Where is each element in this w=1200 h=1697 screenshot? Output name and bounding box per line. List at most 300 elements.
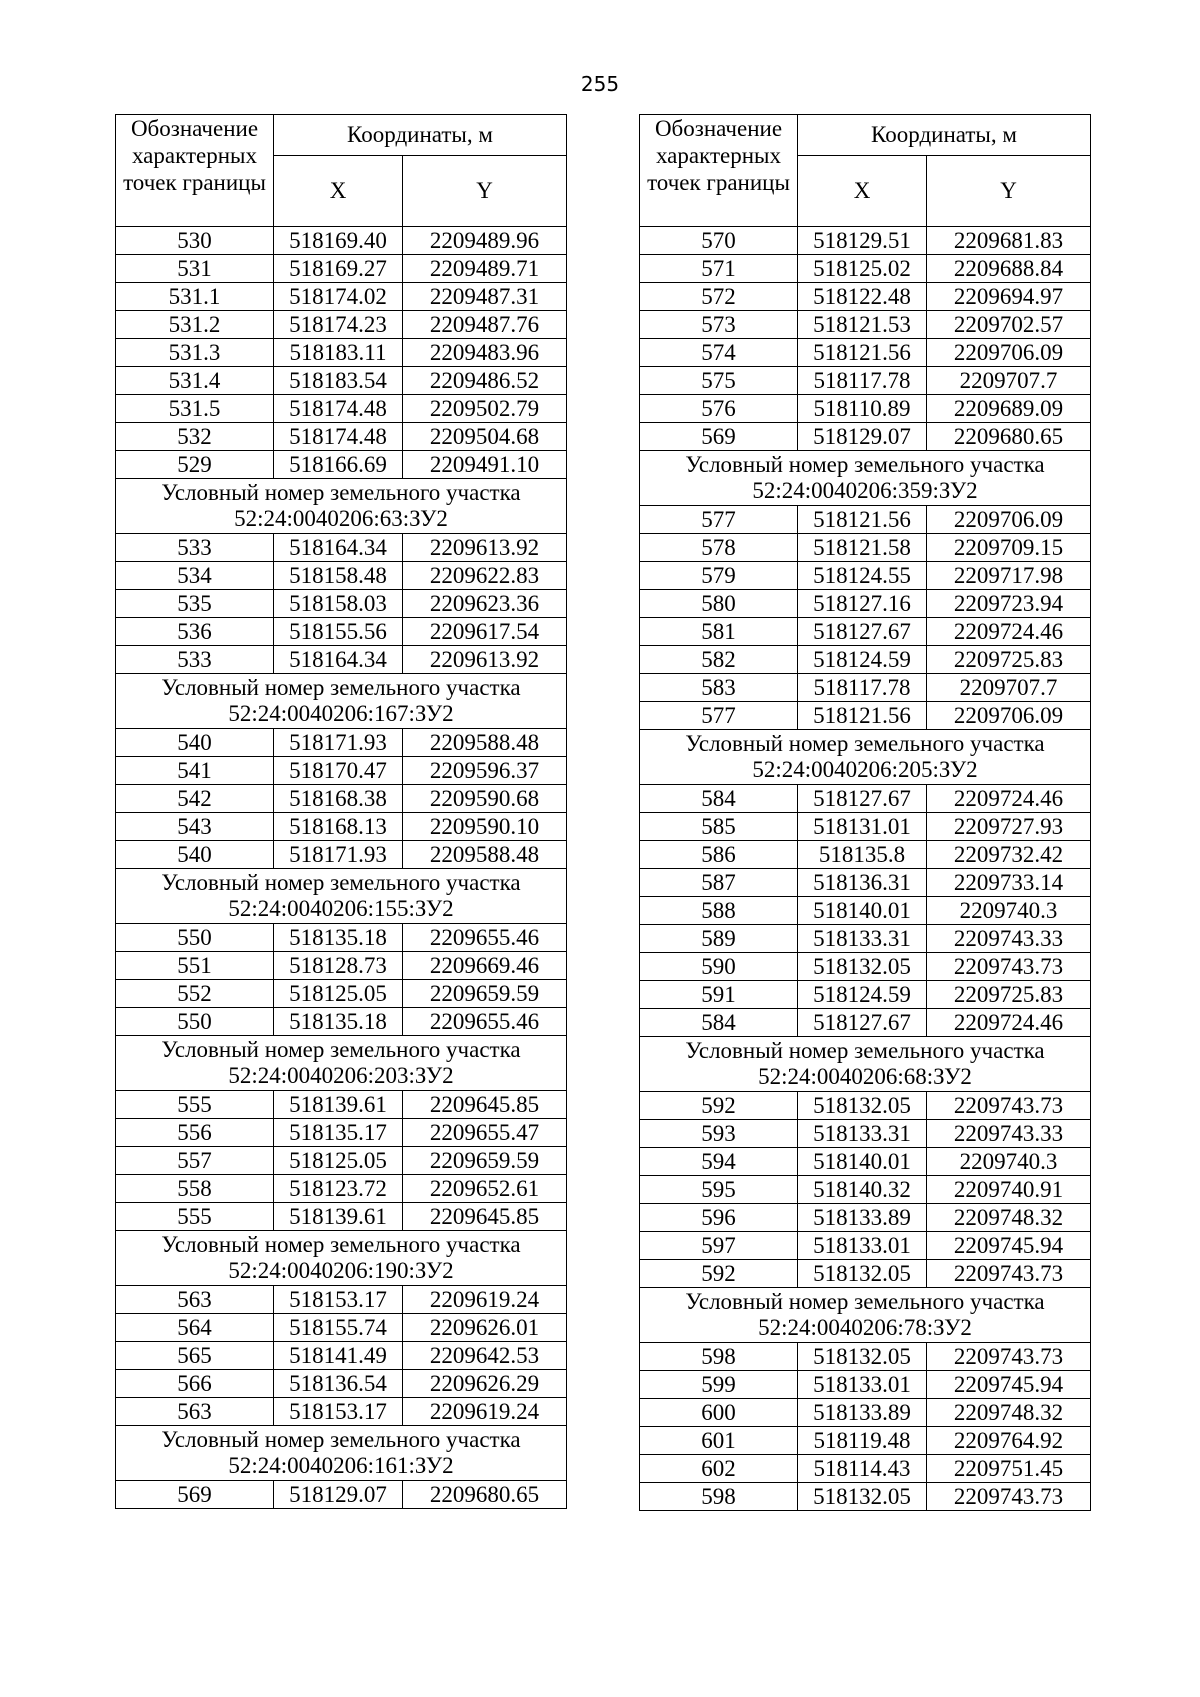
y-coordinate-cell: 2209669.46 bbox=[403, 952, 567, 980]
y-coordinate-cell: 2209706.09 bbox=[927, 702, 1091, 730]
point-designation-cell: 555 bbox=[116, 1203, 274, 1231]
y-coordinate-cell: 2209707.7 bbox=[927, 674, 1091, 702]
y-coordinate-cell: 2209707.7 bbox=[927, 367, 1091, 395]
y-coordinate-cell: 2209652.61 bbox=[403, 1175, 567, 1203]
point-designation-cell: 588 bbox=[640, 897, 798, 925]
table-row bbox=[640, 1455, 1091, 1483]
x-coordinate-cell: 518133.89 bbox=[798, 1399, 927, 1427]
y-coordinate-cell: 2209764.92 bbox=[927, 1427, 1091, 1455]
x-coordinate-cell: 518168.38 bbox=[274, 785, 403, 813]
header-y: Y bbox=[403, 156, 567, 227]
parcel-number-label: Условный номер земельного участка 52:24:0040206:359:ЗУ2 bbox=[640, 451, 1091, 506]
table-row bbox=[116, 646, 567, 674]
point-designation-cell: 541 bbox=[116, 757, 274, 785]
y-coordinate-cell: 2209489.71 bbox=[403, 255, 567, 283]
header-point-designation: Обозначение характерных точек границы bbox=[116, 115, 274, 227]
x-coordinate-cell: 518136.54 bbox=[274, 1370, 403, 1398]
parcel-number-label: Условный номер земельного участка 52:24:0040206:68:ЗУ2 bbox=[640, 1037, 1091, 1092]
point-designation-cell: 574 bbox=[640, 339, 798, 367]
y-coordinate-cell: 2209751.45 bbox=[927, 1455, 1091, 1483]
x-coordinate-cell: 518119.48 bbox=[798, 1427, 927, 1455]
y-coordinate-cell: 2209613.92 bbox=[403, 534, 567, 562]
y-coordinate-cell: 2209645.85 bbox=[403, 1091, 567, 1119]
table-row bbox=[116, 339, 567, 367]
point-designation-cell: 531.5 bbox=[116, 395, 274, 423]
y-coordinate-cell: 2209655.46 bbox=[403, 924, 567, 952]
coordinates-table-right bbox=[639, 114, 1091, 1511]
y-coordinate-cell: 2209486.52 bbox=[403, 367, 567, 395]
y-coordinate-cell: 2209617.54 bbox=[403, 618, 567, 646]
y-coordinate-cell: 2209626.01 bbox=[403, 1314, 567, 1342]
y-coordinate-cell: 2209642.53 bbox=[403, 1342, 567, 1370]
table-row bbox=[640, 1260, 1091, 1288]
x-coordinate-cell: 518158.03 bbox=[274, 590, 403, 618]
x-coordinate-cell: 518121.56 bbox=[798, 339, 927, 367]
x-coordinate-cell: 518124.59 bbox=[798, 981, 927, 1009]
table-row bbox=[640, 255, 1091, 283]
table-row bbox=[640, 1232, 1091, 1260]
point-designation-cell: 531.4 bbox=[116, 367, 274, 395]
point-designation-cell: 531.3 bbox=[116, 339, 274, 367]
table-row bbox=[640, 423, 1091, 451]
point-designation-cell: 569 bbox=[640, 423, 798, 451]
table-row bbox=[640, 953, 1091, 981]
y-coordinate-cell: 2209706.09 bbox=[927, 506, 1091, 534]
y-coordinate-cell: 2209619.24 bbox=[403, 1286, 567, 1314]
table-row bbox=[640, 925, 1091, 953]
table-row bbox=[116, 729, 567, 757]
point-designation-cell: 594 bbox=[640, 1148, 798, 1176]
x-coordinate-cell: 518135.17 bbox=[274, 1119, 403, 1147]
y-coordinate-cell: 2209622.83 bbox=[403, 562, 567, 590]
table-row bbox=[640, 1483, 1091, 1511]
section-row bbox=[116, 1036, 567, 1091]
point-designation-cell: 542 bbox=[116, 785, 274, 813]
point-designation-cell: 555 bbox=[116, 1091, 274, 1119]
table-row bbox=[640, 1176, 1091, 1204]
point-designation-cell: 590 bbox=[640, 953, 798, 981]
x-coordinate-cell: 518133.01 bbox=[798, 1371, 927, 1399]
table-row bbox=[640, 1343, 1091, 1371]
point-designation-cell: 533 bbox=[116, 646, 274, 674]
y-coordinate-cell: 2209588.48 bbox=[403, 729, 567, 757]
x-coordinate-cell: 518124.59 bbox=[798, 646, 927, 674]
point-designation-cell: 584 bbox=[640, 785, 798, 813]
y-coordinate-cell: 2209732.42 bbox=[927, 841, 1091, 869]
parcel-number-label: Условный номер земельного участка 52:24:0040206:190:ЗУ2 bbox=[116, 1231, 567, 1286]
y-coordinate-cell: 2209680.65 bbox=[927, 423, 1091, 451]
x-coordinate-cell: 518135.8 bbox=[798, 841, 927, 869]
x-coordinate-cell: 518169.40 bbox=[274, 227, 403, 255]
table-row bbox=[640, 1204, 1091, 1232]
point-designation-cell: 570 bbox=[640, 227, 798, 255]
x-coordinate-cell: 518121.58 bbox=[798, 534, 927, 562]
x-coordinate-cell: 518166.69 bbox=[274, 451, 403, 479]
point-designation-cell: 566 bbox=[116, 1370, 274, 1398]
point-designation-cell: 536 bbox=[116, 618, 274, 646]
point-designation-cell: 586 bbox=[640, 841, 798, 869]
y-coordinate-cell: 2209590.68 bbox=[403, 785, 567, 813]
table-row bbox=[640, 534, 1091, 562]
point-designation-cell: 579 bbox=[640, 562, 798, 590]
y-coordinate-cell: 2209743.33 bbox=[927, 1120, 1091, 1148]
y-coordinate-cell: 2209743.33 bbox=[927, 925, 1091, 953]
x-coordinate-cell: 518141.49 bbox=[274, 1342, 403, 1370]
y-coordinate-cell: 2209645.85 bbox=[403, 1203, 567, 1231]
table-row bbox=[116, 1314, 567, 1342]
point-designation-cell: 529 bbox=[116, 451, 274, 479]
x-coordinate-cell: 518140.01 bbox=[798, 897, 927, 925]
table-row bbox=[116, 311, 567, 339]
y-coordinate-cell: 2209613.92 bbox=[403, 646, 567, 674]
point-designation-cell: 601 bbox=[640, 1427, 798, 1455]
x-coordinate-cell: 518128.73 bbox=[274, 952, 403, 980]
point-designation-cell: 597 bbox=[640, 1232, 798, 1260]
x-coordinate-cell: 518132.05 bbox=[798, 953, 927, 981]
x-coordinate-cell: 518135.18 bbox=[274, 924, 403, 952]
x-coordinate-cell: 518129.07 bbox=[798, 423, 927, 451]
x-coordinate-cell: 518117.78 bbox=[798, 674, 927, 702]
point-designation-cell: 563 bbox=[116, 1286, 274, 1314]
y-coordinate-cell: 2209727.93 bbox=[927, 813, 1091, 841]
table-body-left bbox=[116, 227, 567, 1509]
point-designation-cell: 593 bbox=[640, 1120, 798, 1148]
x-coordinate-cell: 518133.01 bbox=[798, 1232, 927, 1260]
header-coordinates: Координаты, м bbox=[798, 115, 1091, 156]
section-row bbox=[116, 1426, 567, 1481]
table-row bbox=[116, 813, 567, 841]
y-coordinate-cell: 2209724.46 bbox=[927, 618, 1091, 646]
point-designation-cell: 575 bbox=[640, 367, 798, 395]
x-coordinate-cell: 518123.72 bbox=[274, 1175, 403, 1203]
x-coordinate-cell: 518127.67 bbox=[798, 1009, 927, 1037]
x-coordinate-cell: 518129.07 bbox=[274, 1481, 403, 1509]
y-coordinate-cell: 2209743.73 bbox=[927, 1343, 1091, 1371]
table-row bbox=[640, 1009, 1091, 1037]
point-designation-cell: 577 bbox=[640, 506, 798, 534]
y-coordinate-cell: 2209743.73 bbox=[927, 1092, 1091, 1120]
point-designation-cell: 599 bbox=[640, 1371, 798, 1399]
table-row bbox=[640, 1148, 1091, 1176]
y-coordinate-cell: 2209489.96 bbox=[403, 227, 567, 255]
point-designation-cell: 533 bbox=[116, 534, 274, 562]
table-row bbox=[116, 1342, 567, 1370]
table-row bbox=[116, 590, 567, 618]
x-coordinate-cell: 518171.93 bbox=[274, 729, 403, 757]
x-coordinate-cell: 518153.17 bbox=[274, 1398, 403, 1426]
y-coordinate-cell: 2209740.91 bbox=[927, 1176, 1091, 1204]
y-coordinate-cell: 2209723.94 bbox=[927, 590, 1091, 618]
x-coordinate-cell: 518174.02 bbox=[274, 283, 403, 311]
x-coordinate-cell: 518132.05 bbox=[798, 1483, 927, 1511]
point-designation-cell: 589 bbox=[640, 925, 798, 953]
y-coordinate-cell: 2209743.73 bbox=[927, 1260, 1091, 1288]
y-coordinate-cell: 2209681.83 bbox=[927, 227, 1091, 255]
x-coordinate-cell: 518121.56 bbox=[798, 506, 927, 534]
table-row bbox=[116, 367, 567, 395]
point-designation-cell: 551 bbox=[116, 952, 274, 980]
table-row bbox=[116, 395, 567, 423]
x-coordinate-cell: 518136.31 bbox=[798, 869, 927, 897]
table-row bbox=[116, 1119, 567, 1147]
parcel-number-label: Условный номер земельного участка 52:24:0040206:63:ЗУ2 bbox=[116, 479, 567, 534]
x-coordinate-cell: 518117.78 bbox=[798, 367, 927, 395]
y-coordinate-cell: 2209659.59 bbox=[403, 1147, 567, 1175]
x-coordinate-cell: 518110.89 bbox=[798, 395, 927, 423]
x-coordinate-cell: 518125.02 bbox=[798, 255, 927, 283]
point-designation-cell: 540 bbox=[116, 729, 274, 757]
y-coordinate-cell: 2209655.46 bbox=[403, 1008, 567, 1036]
x-coordinate-cell: 518170.47 bbox=[274, 757, 403, 785]
x-coordinate-cell: 518153.17 bbox=[274, 1286, 403, 1314]
section-row bbox=[640, 451, 1091, 506]
x-coordinate-cell: 518155.74 bbox=[274, 1314, 403, 1342]
x-coordinate-cell: 518125.05 bbox=[274, 1147, 403, 1175]
table-row bbox=[116, 283, 567, 311]
table-row bbox=[116, 952, 567, 980]
x-coordinate-cell: 518139.61 bbox=[274, 1091, 403, 1119]
x-coordinate-cell: 518174.23 bbox=[274, 311, 403, 339]
table-row bbox=[116, 227, 567, 255]
table-row bbox=[116, 1481, 567, 1509]
point-designation-cell: 602 bbox=[640, 1455, 798, 1483]
y-coordinate-cell: 2209502.79 bbox=[403, 395, 567, 423]
point-designation-cell: 571 bbox=[640, 255, 798, 283]
point-designation-cell: 584 bbox=[640, 1009, 798, 1037]
x-coordinate-cell: 518164.34 bbox=[274, 534, 403, 562]
table-row bbox=[640, 339, 1091, 367]
x-coordinate-cell: 518114.43 bbox=[798, 1455, 927, 1483]
y-coordinate-cell: 2209619.24 bbox=[403, 1398, 567, 1426]
point-designation-cell: 565 bbox=[116, 1342, 274, 1370]
table-row bbox=[116, 451, 567, 479]
table-row bbox=[640, 813, 1091, 841]
point-designation-cell: 564 bbox=[116, 1314, 274, 1342]
page-number: 255 bbox=[580, 72, 620, 96]
point-designation-cell: 572 bbox=[640, 283, 798, 311]
table-row bbox=[116, 1370, 567, 1398]
parcel-number-label: Условный номер земельного участка 52:24:0040206:161:ЗУ2 bbox=[116, 1426, 567, 1481]
x-coordinate-cell: 518121.53 bbox=[798, 311, 927, 339]
point-designation-cell: 585 bbox=[640, 813, 798, 841]
y-coordinate-cell: 2209717.98 bbox=[927, 562, 1091, 590]
y-coordinate-cell: 2209709.15 bbox=[927, 534, 1091, 562]
table-row bbox=[640, 590, 1091, 618]
point-designation-cell: 531.1 bbox=[116, 283, 274, 311]
header-y: Y bbox=[927, 156, 1091, 227]
point-designation-cell: 543 bbox=[116, 813, 274, 841]
y-coordinate-cell: 2209724.46 bbox=[927, 1009, 1091, 1037]
x-coordinate-cell: 518133.31 bbox=[798, 1120, 927, 1148]
parcel-number-label: Условный номер земельного участка 52:24:0040206:203:ЗУ2 bbox=[116, 1036, 567, 1091]
point-designation-cell: 557 bbox=[116, 1147, 274, 1175]
y-coordinate-cell: 2209733.14 bbox=[927, 869, 1091, 897]
y-coordinate-cell: 2209743.73 bbox=[927, 953, 1091, 981]
x-coordinate-cell: 518155.56 bbox=[274, 618, 403, 646]
y-coordinate-cell: 2209688.84 bbox=[927, 255, 1091, 283]
point-designation-cell: 534 bbox=[116, 562, 274, 590]
section-row bbox=[116, 1231, 567, 1286]
section-row bbox=[640, 1037, 1091, 1092]
table-row bbox=[640, 1399, 1091, 1427]
x-coordinate-cell: 518158.48 bbox=[274, 562, 403, 590]
table-row bbox=[116, 980, 567, 1008]
point-designation-cell: 550 bbox=[116, 1008, 274, 1036]
x-coordinate-cell: 518132.05 bbox=[798, 1343, 927, 1371]
header-coordinates: Координаты, м bbox=[274, 115, 567, 156]
parcel-number-label: Условный номер земельного участка 52:24:0040206:155:ЗУ2 bbox=[116, 869, 567, 924]
x-coordinate-cell: 518127.67 bbox=[798, 785, 927, 813]
y-coordinate-cell: 2209743.73 bbox=[927, 1483, 1091, 1511]
y-coordinate-cell: 2209745.94 bbox=[927, 1371, 1091, 1399]
point-designation-cell: 598 bbox=[640, 1483, 798, 1511]
point-designation-cell: 569 bbox=[116, 1481, 274, 1509]
point-designation-cell: 535 bbox=[116, 590, 274, 618]
point-designation-cell: 532 bbox=[116, 423, 274, 451]
point-designation-cell: 573 bbox=[640, 311, 798, 339]
table-row bbox=[640, 841, 1091, 869]
point-designation-cell: 531.2 bbox=[116, 311, 274, 339]
table-row bbox=[116, 1175, 567, 1203]
point-designation-cell: 581 bbox=[640, 618, 798, 646]
y-coordinate-cell: 2209725.83 bbox=[927, 981, 1091, 1009]
table-row bbox=[640, 1427, 1091, 1455]
table-row bbox=[116, 423, 567, 451]
point-designation-cell: 576 bbox=[640, 395, 798, 423]
y-coordinate-cell: 2209706.09 bbox=[927, 339, 1091, 367]
table-row bbox=[640, 674, 1091, 702]
table-row bbox=[640, 283, 1091, 311]
point-designation-cell: 587 bbox=[640, 869, 798, 897]
table-row bbox=[640, 981, 1091, 1009]
y-coordinate-cell: 2209740.3 bbox=[927, 897, 1091, 925]
point-designation-cell: 550 bbox=[116, 924, 274, 952]
table-row bbox=[640, 1120, 1091, 1148]
section-row bbox=[116, 479, 567, 534]
y-coordinate-cell: 2209702.57 bbox=[927, 311, 1091, 339]
table-row bbox=[116, 1008, 567, 1036]
section-row bbox=[640, 1288, 1091, 1343]
point-designation-cell: 558 bbox=[116, 1175, 274, 1203]
point-designation-cell: 531 bbox=[116, 255, 274, 283]
point-designation-cell: 552 bbox=[116, 980, 274, 1008]
x-coordinate-cell: 518169.27 bbox=[274, 255, 403, 283]
parcel-number-label: Условный номер земельного участка 52:24:0040206:205:ЗУ2 bbox=[640, 730, 1091, 785]
y-coordinate-cell: 2209725.83 bbox=[927, 646, 1091, 674]
x-coordinate-cell: 518127.16 bbox=[798, 590, 927, 618]
x-coordinate-cell: 518139.61 bbox=[274, 1203, 403, 1231]
y-coordinate-cell: 2209487.31 bbox=[403, 283, 567, 311]
y-coordinate-cell: 2209590.10 bbox=[403, 813, 567, 841]
point-designation-cell: 563 bbox=[116, 1398, 274, 1426]
y-coordinate-cell: 2209659.59 bbox=[403, 980, 567, 1008]
point-designation-cell: 540 bbox=[116, 841, 274, 869]
table-row bbox=[640, 702, 1091, 730]
x-coordinate-cell: 518127.67 bbox=[798, 618, 927, 646]
x-coordinate-cell: 518174.48 bbox=[274, 423, 403, 451]
table-row bbox=[640, 562, 1091, 590]
y-coordinate-cell: 2209483.96 bbox=[403, 339, 567, 367]
section-row bbox=[116, 674, 567, 729]
y-coordinate-cell: 2209504.68 bbox=[403, 423, 567, 451]
y-coordinate-cell: 2209680.65 bbox=[403, 1481, 567, 1509]
y-coordinate-cell: 2209487.76 bbox=[403, 311, 567, 339]
table-row bbox=[116, 1203, 567, 1231]
x-coordinate-cell: 518133.31 bbox=[798, 925, 927, 953]
x-coordinate-cell: 518125.05 bbox=[274, 980, 403, 1008]
y-coordinate-cell: 2209655.47 bbox=[403, 1119, 567, 1147]
y-coordinate-cell: 2209748.32 bbox=[927, 1399, 1091, 1427]
y-coordinate-cell: 2209626.29 bbox=[403, 1370, 567, 1398]
x-coordinate-cell: 518132.05 bbox=[798, 1260, 927, 1288]
x-coordinate-cell: 518121.56 bbox=[798, 702, 927, 730]
x-coordinate-cell: 518183.54 bbox=[274, 367, 403, 395]
table-row bbox=[640, 367, 1091, 395]
table-row bbox=[116, 1286, 567, 1314]
point-designation-cell: 595 bbox=[640, 1176, 798, 1204]
table-row bbox=[116, 785, 567, 813]
x-coordinate-cell: 518135.18 bbox=[274, 1008, 403, 1036]
table-row bbox=[640, 785, 1091, 813]
table-row bbox=[116, 534, 567, 562]
point-designation-cell: 556 bbox=[116, 1119, 274, 1147]
x-coordinate-cell: 518124.55 bbox=[798, 562, 927, 590]
y-coordinate-cell: 2209491.10 bbox=[403, 451, 567, 479]
y-coordinate-cell: 2209596.37 bbox=[403, 757, 567, 785]
point-designation-cell: 596 bbox=[640, 1204, 798, 1232]
header-x: X bbox=[274, 156, 403, 227]
x-coordinate-cell: 518164.34 bbox=[274, 646, 403, 674]
parcel-number-label: Условный номер земельного участка 52:24:0040206:167:ЗУ2 bbox=[116, 674, 567, 729]
table-row bbox=[640, 869, 1091, 897]
point-designation-cell: 583 bbox=[640, 674, 798, 702]
table-row bbox=[116, 924, 567, 952]
x-coordinate-cell: 518131.01 bbox=[798, 813, 927, 841]
table-row bbox=[116, 1091, 567, 1119]
point-designation-cell: 592 bbox=[640, 1260, 798, 1288]
point-designation-cell: 600 bbox=[640, 1399, 798, 1427]
table-row bbox=[116, 562, 567, 590]
y-coordinate-cell: 2209689.09 bbox=[927, 395, 1091, 423]
y-coordinate-cell: 2209588.48 bbox=[403, 841, 567, 869]
table-row bbox=[640, 897, 1091, 925]
x-coordinate-cell: 518129.51 bbox=[798, 227, 927, 255]
y-coordinate-cell: 2209745.94 bbox=[927, 1232, 1091, 1260]
y-coordinate-cell: 2209740.3 bbox=[927, 1148, 1091, 1176]
point-designation-cell: 582 bbox=[640, 646, 798, 674]
point-designation-cell: 530 bbox=[116, 227, 274, 255]
table-row bbox=[640, 1092, 1091, 1120]
table-row bbox=[640, 1371, 1091, 1399]
table-row bbox=[640, 311, 1091, 339]
table-body-right bbox=[640, 227, 1091, 1511]
x-coordinate-cell: 518140.01 bbox=[798, 1148, 927, 1176]
section-row bbox=[116, 869, 567, 924]
table-row bbox=[640, 646, 1091, 674]
table-row bbox=[640, 618, 1091, 646]
x-coordinate-cell: 518122.48 bbox=[798, 283, 927, 311]
point-designation-cell: 591 bbox=[640, 981, 798, 1009]
y-coordinate-cell: 2209724.46 bbox=[927, 785, 1091, 813]
x-coordinate-cell: 518171.93 bbox=[274, 841, 403, 869]
table-row bbox=[640, 506, 1091, 534]
x-coordinate-cell: 518183.11 bbox=[274, 339, 403, 367]
table-row bbox=[116, 757, 567, 785]
header-point-designation: Обозначение характерных точек границы bbox=[640, 115, 798, 227]
point-designation-cell: 577 bbox=[640, 702, 798, 730]
table-row bbox=[116, 1398, 567, 1426]
point-designation-cell: 598 bbox=[640, 1343, 798, 1371]
